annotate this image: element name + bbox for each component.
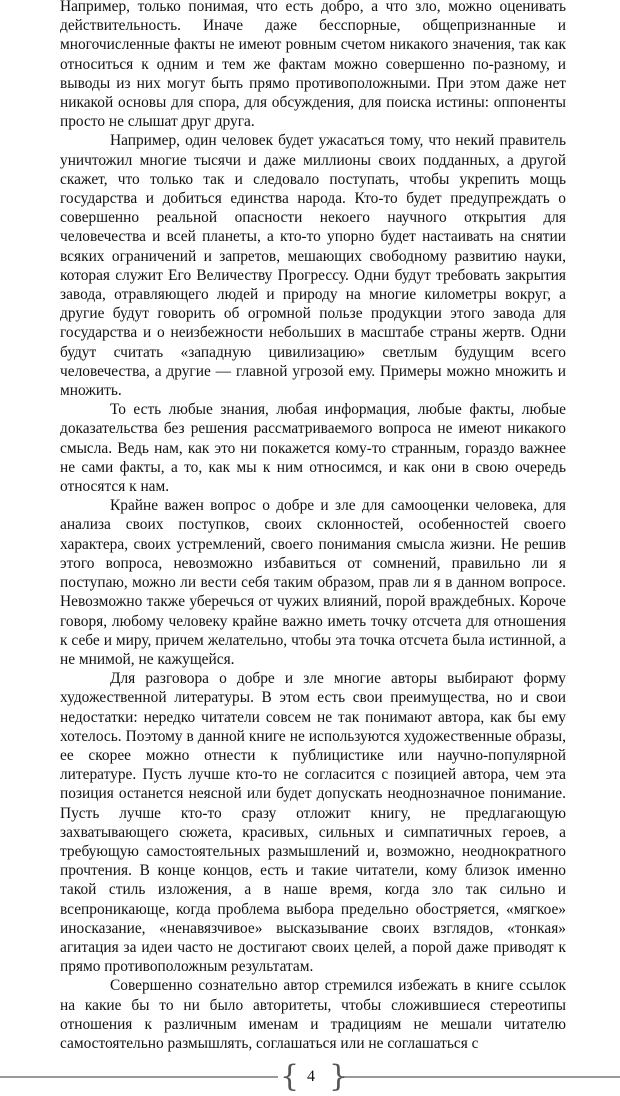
paragraph-4: Крайне важен вопрос о добре и зле для самооценки человека, для анализа своих поступков, своих склонностей, особенностей своего характера, своих устремлений, своего понимания смысла жизни. Не решив этого вопроса, невозможно избавиться от сомнений, правильно ли я поступаю, можно ли вести себя таким образом, прав ли я в данном вопросе. Невозможно также уберечься от чужих влияний, порой враждебных. Короче говоря, любому человеку крайне важно иметь точку отсчета для отношения к себе и миру, причем желательно, чтобы эта точка отсчета была истинной, а не мнимой, не кажущейся. xyxy=(60,497,566,668)
paragraph-6: Совершенно сознательно автор стремился избежать в книге ссылок на какие бы то ни было авторитеты, чтобы сложившиеся стереотипы отношения к различным именам и традициям не мешали читателю самостоятельно размышлять, соглашаться или не соглашаться с xyxy=(60,977,566,1052)
paragraph-5: Для разговора о добре и зле многие авторы выбирают форму художественной литературы. В этом есть свои преимущества, но и свои недостатки: нередко читатели совсем не так понимают автора, как бы ему хотелось. Поэтому в данной книге не используются художественные образы, ее скорее можно отнести к публицистике или научно-популярной литературе. Пусть лучше кто-то не согласится с позицией автора, чем эта позиция останется неясной или будет допускать неоднозначное понимание. Пусть лучше кто-то сразу отложит книгу, не предлагающую захватывающего сюжета, красивых, сильных и симпатичных героев, а требующую самостоятельных размышлений и, возможно, неоднократного прочтения. В конце концов, есть и такие читатели, кому близок именно такой стиль изложения, а в наше время, когда зло так сильно и всепроникающе, когда проблема выбора предельно обостряется, «мягкое» иносказание, «ненавязчивое» высказывание своих взглядов, «тонкая» агитация за идеи часто не достигают своих целей, а порой даже приводят к прямо противоположным результатам. xyxy=(60,670,566,976)
paragraph-3: То есть любые знания, любая информация, любые факты, любые доказательства без решения рассматриваемого вопроса не имеют никакого смысла. Ведь нам, как это ни покажется кому-то странным, гораздо важнее не сами факты, а то, как мы к ним относимся, и как они в свою очередь относятся к нам. xyxy=(60,401,566,496)
paragraph-1: Например, только понимая, что есть добро, а что зло, можно оценивать действительность. Иначе даже бесспорные, общепризнанные и многочисленные факты не имеют ровным счетом никакого значения, так как относиться к одним и тем же фактам можно совершенно по-разному, и выводы из них могут быть прямо противоположными. При этом даже нет никакой основы для спора, для обсуждения, для поиска истины: оппоненты просто не слышат друг друга. xyxy=(60,0,566,131)
footer-rule-right xyxy=(343,1076,620,1078)
page-number: 4 xyxy=(307,1068,315,1085)
right-brace-icon: } xyxy=(329,1059,349,1094)
footer-rule-left xyxy=(0,1076,278,1078)
page-footer xyxy=(0,1060,620,1096)
paragraph-2: Например, один человек будет ужасаться тому, что некий правитель уничтожил многие тысячи и даже миллионы своих подданных, а другой скажет, что только так и следовало поступать, чтобы укрепить мощь государства и добиться единства народа. Кто-то будет предупреждать о совершенно реальной опасности некоего научного открытия для человечества и всей планеты, а кто-то упорно будет настаивать на снятии всяких ограничений и запретов, мешающих свободному развитию науки, которая служит Его Величеству Прогрессу. Одни будут требовать закрытия завода, отравляющего людей и природу на многие километры вокруг, а другие будут говорить об огромной пользе продукции этого завода для государства и о неизбежности небольших в масштабе страны жертв. Одни будут считать «западную цивилизацию» светлым будущим всего человечества, а другие — главной угрозой ему. Примеры можно множить и множить. xyxy=(60,132,566,400)
left-brace-icon: { xyxy=(280,1059,300,1094)
body-text xyxy=(60,0,566,1053)
